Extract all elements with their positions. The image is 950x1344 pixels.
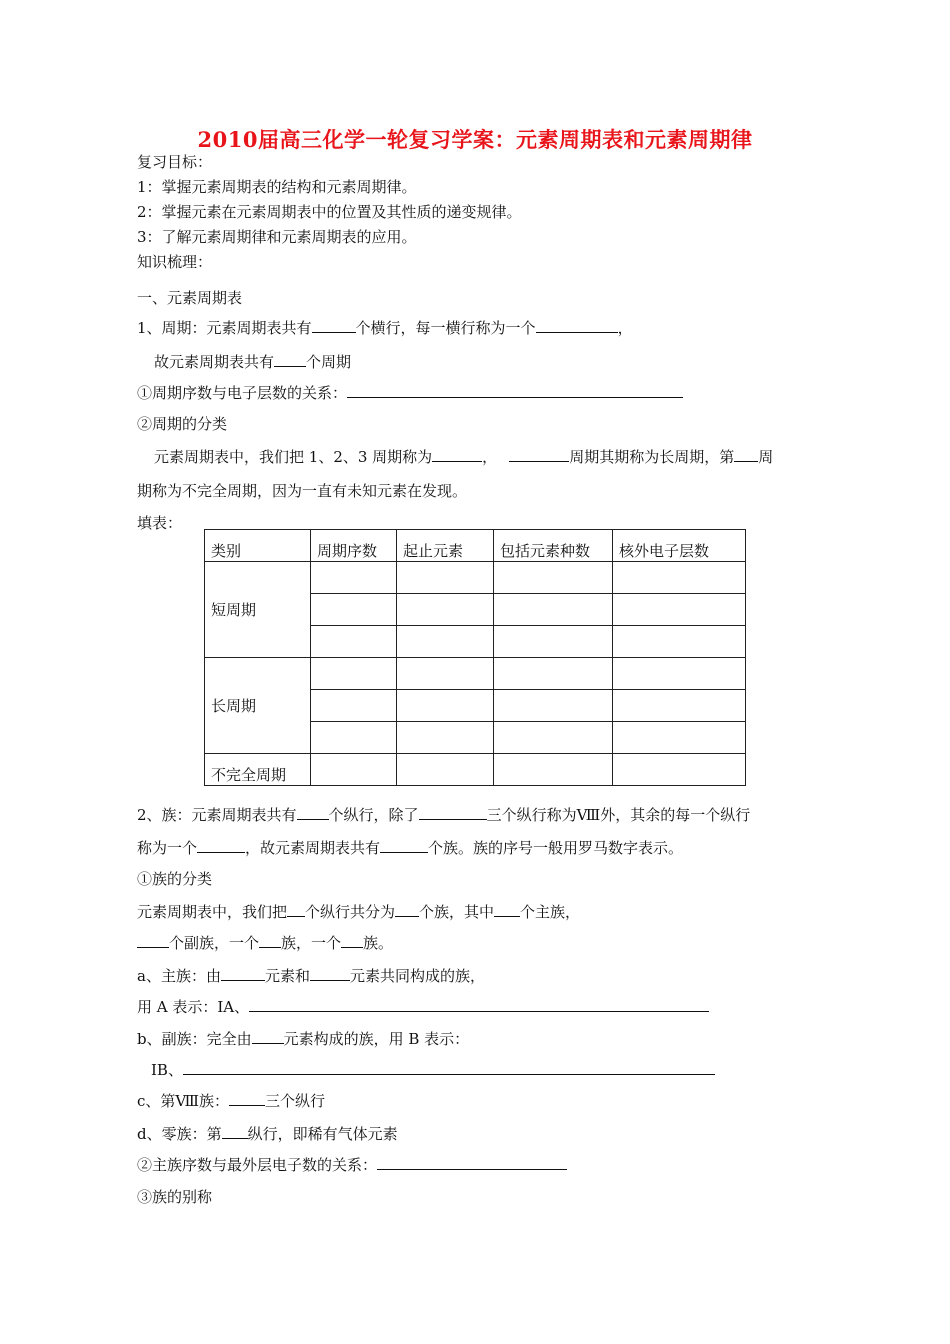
- blank-field[interactable]: [312, 318, 356, 333]
- table-cell[interactable]: [613, 690, 746, 722]
- blank-field[interactable]: [252, 1029, 284, 1044]
- group-viii-line: c、第Ⅷ族： 三个纵行: [137, 1092, 326, 1110]
- table-header-row: [205, 530, 746, 562]
- row-label-long: 长周期: [205, 658, 311, 754]
- row-label-incomplete: 不完全周期: [205, 754, 311, 786]
- blank-field[interactable]: [536, 318, 618, 333]
- blank-field[interactable]: [222, 1124, 248, 1139]
- table-row: [205, 658, 746, 690]
- period-paragraph-1: 元素周期表中，我们把 1、2、3 周期称为 ， 周期其期称为长周期，第 周: [154, 448, 774, 466]
- blank-field[interactable]: [249, 997, 709, 1012]
- table-cell[interactable]: [494, 754, 613, 786]
- table-cell[interactable]: [311, 754, 397, 786]
- table-cell[interactable]: [397, 754, 494, 786]
- table-cell[interactable]: [397, 722, 494, 754]
- blank-field[interactable]: [221, 966, 265, 981]
- table-cell[interactable]: [494, 690, 613, 722]
- table-cell[interactable]: [397, 658, 494, 690]
- blank-field[interactable]: [287, 902, 305, 917]
- goal-item-1: 1：掌握元素周期表的结构和元素周期律。: [137, 178, 417, 196]
- blank-field[interactable]: [229, 1091, 265, 1106]
- table-cell[interactable]: [494, 658, 613, 690]
- table-cell[interactable]: [613, 658, 746, 690]
- table-cell[interactable]: [397, 562, 494, 594]
- table-cell[interactable]: [613, 722, 746, 754]
- group-relation: ②主族序数与最外层电子数的关系：: [137, 1155, 567, 1175]
- table-cell[interactable]: [494, 594, 613, 626]
- table-header: 周期序数: [311, 530, 397, 562]
- goal-item-3: 3：了解元素周期律和元素周期表的应用。: [137, 228, 417, 246]
- table-cell[interactable]: [613, 626, 746, 658]
- section-title: 一、元素周期表: [137, 289, 243, 307]
- blank-field[interactable]: [432, 447, 482, 462]
- table-cell[interactable]: [311, 626, 397, 658]
- period-paragraph-2: 期称为不完全周期，因为一直有未知元素在发现。: [137, 482, 468, 500]
- table-cell[interactable]: [613, 562, 746, 594]
- period-classification: ②周期的分类: [137, 415, 228, 433]
- blank-field[interactable]: [377, 1155, 567, 1170]
- table-cell[interactable]: [494, 722, 613, 754]
- blank-field[interactable]: [297, 805, 329, 820]
- table-cell[interactable]: [311, 562, 397, 594]
- group-alias: ③族的别称: [137, 1188, 213, 1206]
- blank-field[interactable]: [183, 1060, 715, 1075]
- goals-heading: 复习目标：: [137, 153, 213, 171]
- group-class-line-2: 个副族，一个 族，一个 族。: [137, 933, 393, 953]
- group-line-2: 称为一个 ，故元素周期表共有 个族。族的序号一般用罗马数字表示。: [137, 839, 684, 857]
- zero-group-line: d、零族：第 纵行，即稀有气体元素: [137, 1125, 398, 1143]
- group-line-1: 2、族：元素周期表共有 个纵行，除了 三个纵行称为Ⅷ外，其余的每一个纵行: [137, 806, 751, 824]
- table-cell[interactable]: [397, 626, 494, 658]
- sub-group-notation: ⅠB、: [151, 1060, 715, 1080]
- table-header: 起止元素: [397, 530, 494, 562]
- table-row: [205, 562, 746, 594]
- main-group-notation: 用 A 表示：ⅠA、: [137, 997, 709, 1017]
- table-cell[interactable]: [494, 562, 613, 594]
- blank-field[interactable]: [419, 805, 487, 820]
- blank-field[interactable]: [274, 352, 306, 367]
- group-classification: ①族的分类: [137, 870, 213, 888]
- knowledge-heading: 知识梳理：: [137, 253, 213, 271]
- table-cell[interactable]: [311, 690, 397, 722]
- blank-field[interactable]: [509, 447, 569, 462]
- blank-field[interactable]: [395, 902, 419, 917]
- blank-field[interactable]: [494, 902, 520, 917]
- fill-table-label: 填表：: [137, 514, 183, 532]
- table-cell[interactable]: [613, 754, 746, 786]
- blank-field[interactable]: [310, 966, 350, 981]
- table-header: 包括元素种数: [494, 530, 613, 562]
- table-cell[interactable]: [397, 690, 494, 722]
- blank-field[interactable]: [347, 383, 683, 398]
- table-cell[interactable]: [311, 658, 397, 690]
- period-table: [204, 529, 746, 786]
- period-relation: ①周期序数与电子层数的关系：: [137, 383, 683, 403]
- table-header: 类别: [205, 530, 311, 562]
- main-group-line: a、主族：由 元素和 元素共同构成的族，: [137, 967, 485, 985]
- table-cell[interactable]: [311, 594, 397, 626]
- blank-field[interactable]: [259, 933, 281, 948]
- period-line-1: 1、周期：元素周期表共有 个横行，每一横行称为一个 ，: [137, 319, 633, 337]
- blank-field[interactable]: [380, 838, 428, 853]
- table-cell[interactable]: [613, 594, 746, 626]
- blank-field[interactable]: [734, 447, 758, 462]
- blank-field[interactable]: [341, 933, 363, 948]
- row-label-short: 短周期: [205, 562, 311, 658]
- group-class-line-1: 元素周期表中，我们把 个纵行共分为 个族，其中 个主族，: [137, 903, 581, 921]
- goal-item-2: 2：掌握元素在元素周期表中的位置及其性质的递变规律。: [137, 203, 522, 221]
- table-cell[interactable]: [311, 722, 397, 754]
- period-line-2: 故元素周期表共有 个周期: [154, 353, 352, 371]
- table-header: 核外电子层数: [613, 530, 746, 562]
- table-row: [205, 754, 746, 786]
- blank-field[interactable]: [197, 838, 245, 853]
- blank-field[interactable]: [137, 933, 169, 948]
- table-cell[interactable]: [397, 594, 494, 626]
- table-cell[interactable]: [494, 626, 613, 658]
- sub-group-line: b、副族：完全由 元素构成的族，用 B 表示：: [137, 1030, 470, 1048]
- page-title: 2010届高三化学一轮复习学案：元素周期表和元素周期律: [197, 127, 753, 152]
